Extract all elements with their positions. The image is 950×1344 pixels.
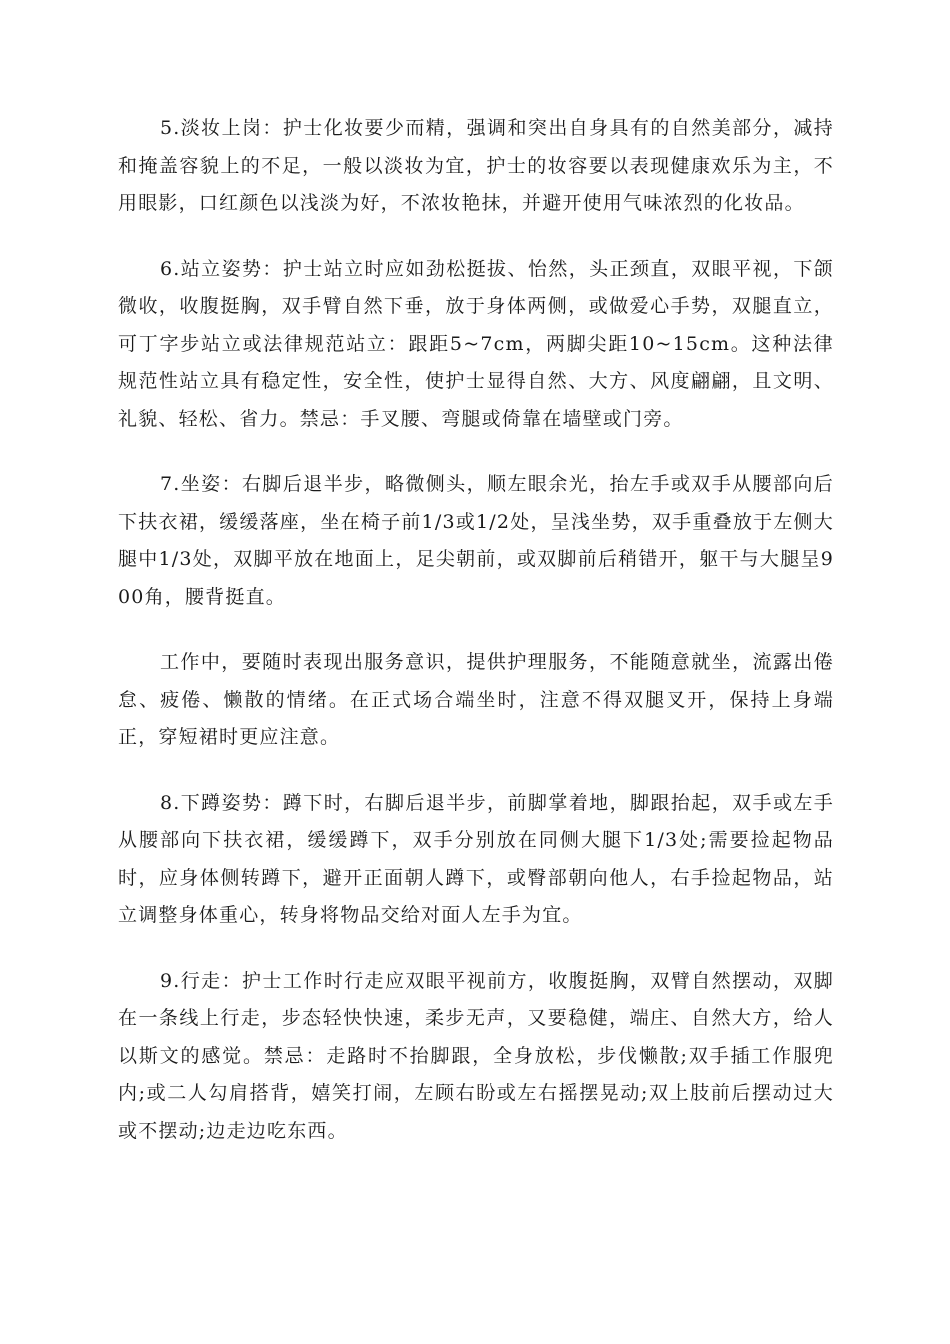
paragraph-squatting-posture: 8.下蹲姿势：蹲下时，右脚后退半步，前脚掌着地，脚跟抬起，双手或左手从腰部向下扶衣裙，缓缓蹲下，双手分别放在同侧大腿下1/3处;需要捡起物品时，应身体侧转蹲下，避开正面朝人蹲下，或臀部朝向他人，右手捡起物品，站立调整身体重心，转身将物品交给对面人左手为宜。 <box>118 791 834 926</box>
paragraph-standing-posture: 6.站立姿势：护士站立时应如劲松挺拔、怡然，头正颈直，双眼平视，下颌微收，收腹挺胸，双手臂自然下垂，放于身体两侧，或做爱心手势，双腿直立，可丁字步站立或法律规范站立：跟距5~7cm，两脚尖距10~15cm。这种法律规范性站立具有稳定性，安全性，使护士显得自然、大方、风度翩翩，且文明、礼貌、轻松、省力。禁忌：手叉腰、弯腿或倚靠在墙壁或门旁。 <box>118 257 834 430</box>
paragraph-makeup: 5.淡妆上岗：护士化妆要少而精，强调和突出自身具有的自然美部分，减持和掩盖容貌上的不足，一般以淡妆为宜，护士的妆容要以表现健康欢乐为主，不用眼影，口红颜色以浅淡为好，不浓妆艳抹，并避开使用气味浓烈的化妆品。 <box>118 117 834 214</box>
paragraph-sitting-posture: 7.坐姿：右脚后退半步，略微侧头，顺左眼余光，抬左手或双手从腰部向后下扶衣裙，缓缓落座，坐在椅子前1/3或1/2处，呈浅坐势，双手重叠放于左侧大腿中1/3处，双脚平放在地面上，足尖朝前，或双脚前后稍错开，躯干与大腿呈900角，腰背挺直。 <box>118 473 834 608</box>
document-body <box>118 110 834 1178</box>
paragraph-walking: 9.行走：护士工作时行走应双眼平视前方，收腹挺胸，双臂自然摆动，双脚在一条线上行走，步态轻快快速，柔步无声，又要稳健，端庄、自然大方，给人以斯文的感觉。禁忌：走路时不抬脚跟，全身放松，步伐懒散;双手插工作服兜内;或二人勾肩搭背，嬉笑打闹，左顾右盼或左右摇摆晃动;双上肢前后摆动过大或不摆动;边走边吃东西。 <box>118 969 834 1142</box>
paragraph-work-conduct: 工作中，要随时表现出服务意识，提供护理服务，不能随意就坐，流露出倦怠、疲倦、懒散的情绪。在正式场合端坐时，注意不得双腿叉开，保持上身端正，穿短裙时更应注意。 <box>118 651 834 748</box>
